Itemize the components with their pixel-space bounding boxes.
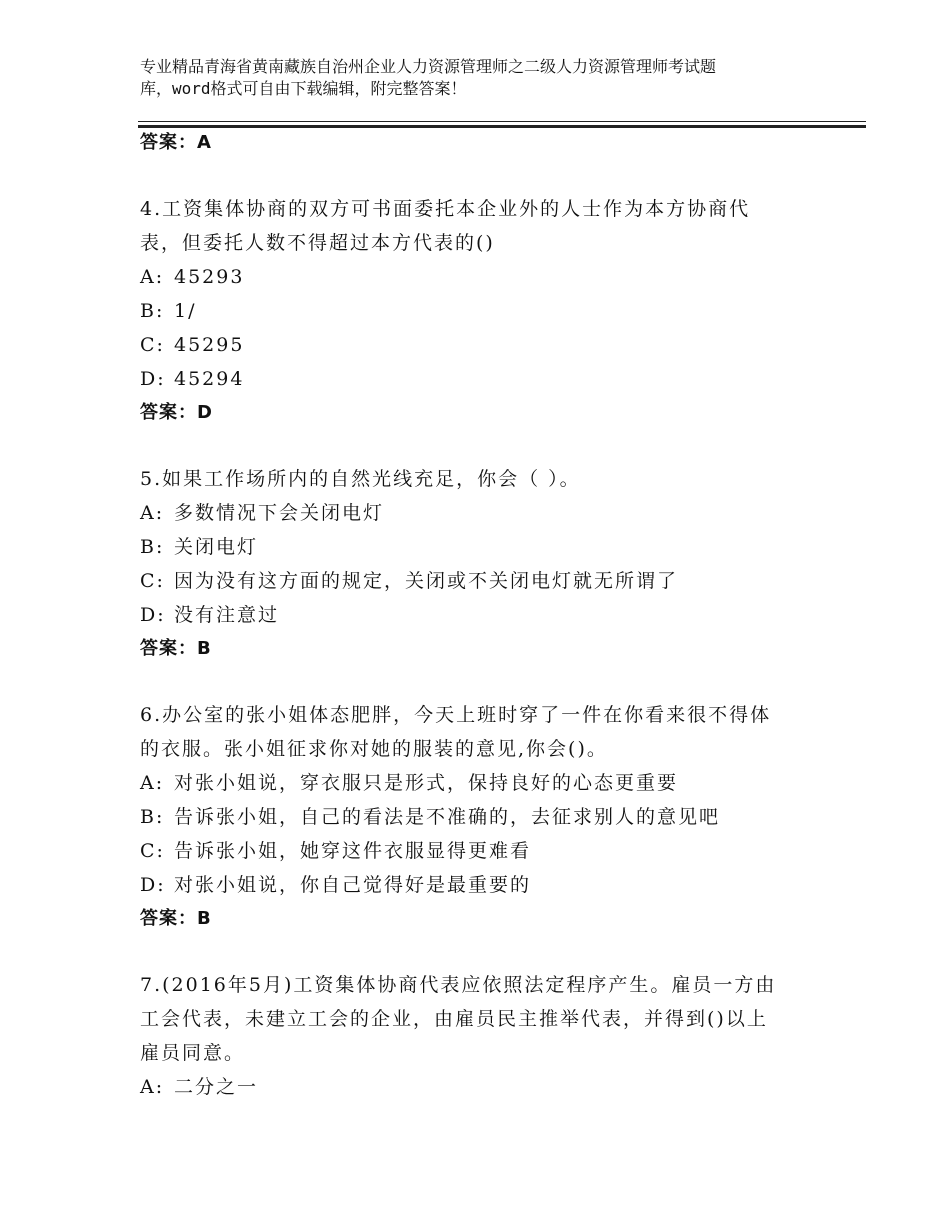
option-key: A: xyxy=(140,266,165,288)
option-key: A: xyxy=(140,502,165,524)
option-key: C: xyxy=(140,840,165,862)
option-c xyxy=(140,834,840,868)
option-text: 45295 xyxy=(174,334,245,356)
option-text: 45294 xyxy=(174,368,245,390)
answer-label: 答案：D xyxy=(140,402,213,423)
question-block xyxy=(140,462,840,666)
header-line-1: 专业精品青海省黄南藏族自治州企业人力资源管理师之二级人力资源管理师考试题 xyxy=(140,57,717,76)
document-header xyxy=(140,56,830,100)
answer-label: 答案：B xyxy=(140,908,212,929)
option-key: B: xyxy=(140,536,165,558)
question-text-line: 的衣服。张小姐征求你对她的服装的意见,你会()。 xyxy=(140,738,608,760)
question-block xyxy=(140,192,840,430)
option-key: B: xyxy=(140,300,165,322)
option-text: 因为没有这方面的规定，关闭或不关闭电灯就无所谓了 xyxy=(174,570,679,592)
question-text-line: 6.办公室的张小姐体态肥胖，今天上班时穿了一件在你看来很不得体 xyxy=(140,704,772,726)
option-key: D: xyxy=(140,604,166,626)
question-block xyxy=(140,968,840,1104)
document-body xyxy=(140,126,840,1104)
option-text: 多数情况下会关闭电灯 xyxy=(174,502,385,524)
answer-label: 答案：B xyxy=(140,638,212,659)
option-text: 对张小姐说，你自己觉得好是最重要的 xyxy=(174,874,532,896)
option-text: 二分之一 xyxy=(174,1076,259,1098)
option-key: D: xyxy=(140,368,166,390)
option-text: 关闭电灯 xyxy=(174,536,259,558)
option-b xyxy=(140,294,840,328)
question-text-line: 表，但委托人数不得超过本方代表的() xyxy=(140,232,495,254)
option-a xyxy=(140,496,840,530)
question-text-line: 7.(2016年5月)工资集体协商代表应依照法定程序产生。雇员一方由 xyxy=(140,974,777,996)
option-text: 45293 xyxy=(174,266,245,288)
question-text-line: 工会代表，未建立工会的企业，由雇员民主推举代表，并得到()以上 xyxy=(140,1008,768,1030)
option-key: A: xyxy=(140,772,165,794)
option-a xyxy=(140,1070,840,1104)
option-text: 告诉张小姐，她穿这件衣服显得更难看 xyxy=(174,840,532,862)
option-a xyxy=(140,260,840,294)
option-b xyxy=(140,800,840,834)
option-key: C: xyxy=(140,334,165,356)
question-block xyxy=(140,698,840,936)
option-a xyxy=(140,766,840,800)
option-b xyxy=(140,530,840,564)
header-line-2: 库，word格式可自由下载编辑，附完整答案！ xyxy=(140,79,467,98)
option-key: C: xyxy=(140,570,165,592)
answer-label: 答案：A xyxy=(140,132,212,153)
option-key: B: xyxy=(140,806,165,828)
option-c xyxy=(140,564,840,598)
option-text: 告诉张小姐，自己的看法是不准确的，去征求别人的意见吧 xyxy=(174,806,721,828)
question-text-line: 4.工资集体协商的双方可书面委托本企业外的人士作为本方协商代 xyxy=(140,198,751,220)
header-rule-thin xyxy=(138,121,866,122)
option-text: 没有注意过 xyxy=(174,604,280,626)
question-text-line: 5.如果工作场所内的自然光线充足，你会（ ）。 xyxy=(140,468,581,490)
option-d xyxy=(140,598,840,632)
option-key: D: xyxy=(140,874,166,896)
option-key: A: xyxy=(140,1076,165,1098)
option-d xyxy=(140,868,840,902)
option-text: 1/ xyxy=(174,300,197,322)
option-d xyxy=(140,362,840,396)
option-text: 对张小姐说，穿衣服只是形式，保持良好的心态更重要 xyxy=(174,772,679,794)
question-text-line: 雇员同意。 xyxy=(140,1042,246,1064)
option-c xyxy=(140,328,840,362)
